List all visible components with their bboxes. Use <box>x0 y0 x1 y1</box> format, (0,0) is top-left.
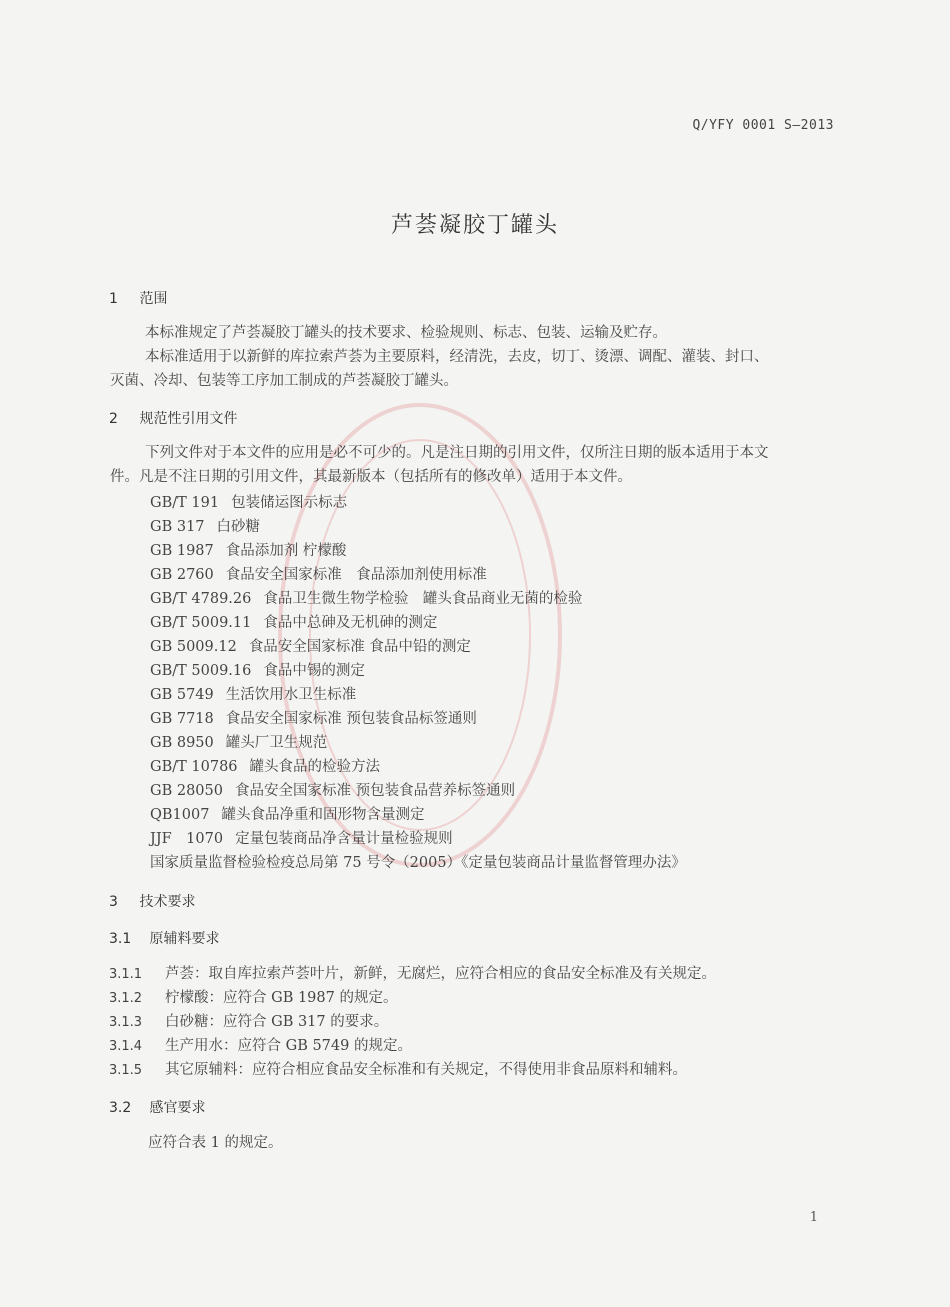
reference-title: 定量包装商品净含量计量检验规则 <box>235 831 453 847</box>
reference-title: 包装储运图示标志 <box>231 495 348 511</box>
reference-title: 食品中总砷及无机砷的测定 <box>263 615 438 631</box>
item-number: 3.1.5 <box>109 1063 143 1078</box>
reference-item <box>150 803 424 824</box>
section-1-heading <box>109 288 167 308</box>
reference-item <box>150 491 347 512</box>
reference-item <box>150 683 356 704</box>
section-2-heading <box>109 408 237 428</box>
reference-item <box>150 611 437 632</box>
reference-item <box>150 731 327 752</box>
reference-item <box>150 707 477 728</box>
reference-item <box>150 563 487 584</box>
reference-title: 国家质量监督检验检疫总局第 75 号令（2005）《定量包装商品计量监督管理办法》 <box>150 855 686 871</box>
reference-code: GB/T 4789.26 <box>150 591 252 607</box>
section-title: 技术要求 <box>139 894 196 910</box>
item-text: 白砂糖：应符合 GB 317 的要求。 <box>165 1014 389 1030</box>
item-number: 3.1.3 <box>109 1015 143 1030</box>
item-number: 3.1.4 <box>109 1039 143 1054</box>
reference-title: 罐头厂卫生规范 <box>225 735 328 751</box>
reference-title: 罐头食品净重和固形物含量测定 <box>221 807 425 823</box>
section-title: 规范性引用文件 <box>139 411 238 427</box>
reference-item <box>150 755 380 776</box>
reference-title: 食品安全国家标准 食品添加剂使用标准 <box>225 567 487 583</box>
reference-code: GB 7718 <box>150 711 214 727</box>
section-number: 2 <box>109 411 118 427</box>
paragraph: 件。凡是不注日期的引用文件，其最新版本（包括所有的修改单）适用于本文件。 <box>110 469 632 485</box>
reference-item <box>150 515 260 536</box>
requirement-item <box>109 1010 388 1031</box>
reference-title: 食品安全国家标准 预包装食品标签通则 <box>225 711 477 727</box>
item-number: 3.1.2 <box>109 991 143 1006</box>
reference-code: GB/T 5009.16 <box>150 663 252 679</box>
item-text: 其它原辅料：应符合相应食品安全标准和有关规定，不得使用非食品原料和辅料。 <box>165 1062 687 1078</box>
requirement-item <box>109 1034 412 1055</box>
reference-code: GB 317 <box>150 519 205 535</box>
section-number: 3.1 <box>109 931 132 947</box>
reference-code: GB/T 191 <box>150 495 220 511</box>
paragraph: 下列文件对于本文件的应用是必不可少的。凡是注日期的引用文件，仅所注日期的版本适用于本文 <box>145 445 769 461</box>
reference-item <box>150 587 582 608</box>
reference-title: 白砂糖 <box>216 519 261 535</box>
reference-title: 食品安全国家标准 食品中铅的测定 <box>248 639 471 655</box>
reference-code: GB/T 10786 <box>150 759 238 775</box>
reference-code: GB 2760 <box>150 567 214 583</box>
section-title: 范围 <box>139 291 168 307</box>
requirement-item <box>109 962 716 983</box>
reference-code: QB1007 <box>150 807 210 823</box>
reference-item <box>150 539 346 560</box>
reference-code: GB 1987 <box>150 543 214 559</box>
paragraph: 本标准规定了芦荟凝胶丁罐头的技术要求、检验规则、标志、包装、运输及贮存。 <box>145 325 667 341</box>
section-title: 感官要求 <box>149 1100 206 1116</box>
reference-item <box>150 635 471 656</box>
section-title: 原辅料要求 <box>149 931 220 947</box>
page-number: 1 <box>809 1210 818 1225</box>
section-3-heading <box>109 891 195 911</box>
reference-code: GB 8950 <box>150 735 214 751</box>
section-number: 3 <box>109 894 118 910</box>
reference-item <box>150 779 515 800</box>
reference-code: JJF 1070 <box>150 831 224 847</box>
section-3-2-heading <box>109 1097 205 1117</box>
reference-code: GB 28050 <box>150 783 223 799</box>
section-3-1-heading <box>109 928 219 948</box>
section-number: 3.2 <box>109 1100 132 1116</box>
item-text: 芦荟：取自库拉索芦荟叶片，新鲜，无腐烂，应符合相应的食品安全标准及有关规定。 <box>165 966 716 982</box>
reference-title: 生活饮用水卫生标准 <box>225 687 357 703</box>
reference-item <box>150 827 453 848</box>
paragraph: 应符合表 1 的规定。 <box>148 1135 283 1151</box>
reference-title: 食品添加剂 柠檬酸 <box>225 543 347 559</box>
requirement-item <box>109 1058 687 1079</box>
reference-title: 食品中锡的测定 <box>263 663 365 679</box>
paragraph: 灭菌、冷却、包装等工序加工制成的芦荟凝胶丁罐头。 <box>110 373 458 389</box>
document-code: Q/YFY 0001 S—2013 <box>692 118 834 133</box>
item-text: 生产用水：应符合 GB 5749 的规定。 <box>165 1038 412 1054</box>
reference-title: 食品卫生微生物学检验 罐头食品商业无菌的检验 <box>263 591 583 607</box>
reference-code: GB/T 5009.11 <box>150 615 252 631</box>
requirement-item <box>109 986 397 1007</box>
paragraph: 本标准适用于以新鲜的库拉索芦荟为主要原料，经清洗，去皮，切丁、烫漂、调配、灌装、封口、 <box>145 349 769 365</box>
page-title: 芦荟凝胶丁罐头 <box>390 213 559 238</box>
reference-code: GB 5009.12 <box>150 639 237 655</box>
reference-title: 罐头食品的检验方法 <box>249 759 381 775</box>
reference-item <box>150 659 365 680</box>
item-number: 3.1.1 <box>109 967 143 982</box>
reference-code: GB 5749 <box>150 687 214 703</box>
item-text: 柠檬酸：应符合 GB 1987 的规定。 <box>165 990 398 1006</box>
section-number: 1 <box>109 291 118 307</box>
reference-title: 食品安全国家标准 预包装食品营养标签通则 <box>234 783 516 799</box>
reference-item <box>150 851 686 872</box>
